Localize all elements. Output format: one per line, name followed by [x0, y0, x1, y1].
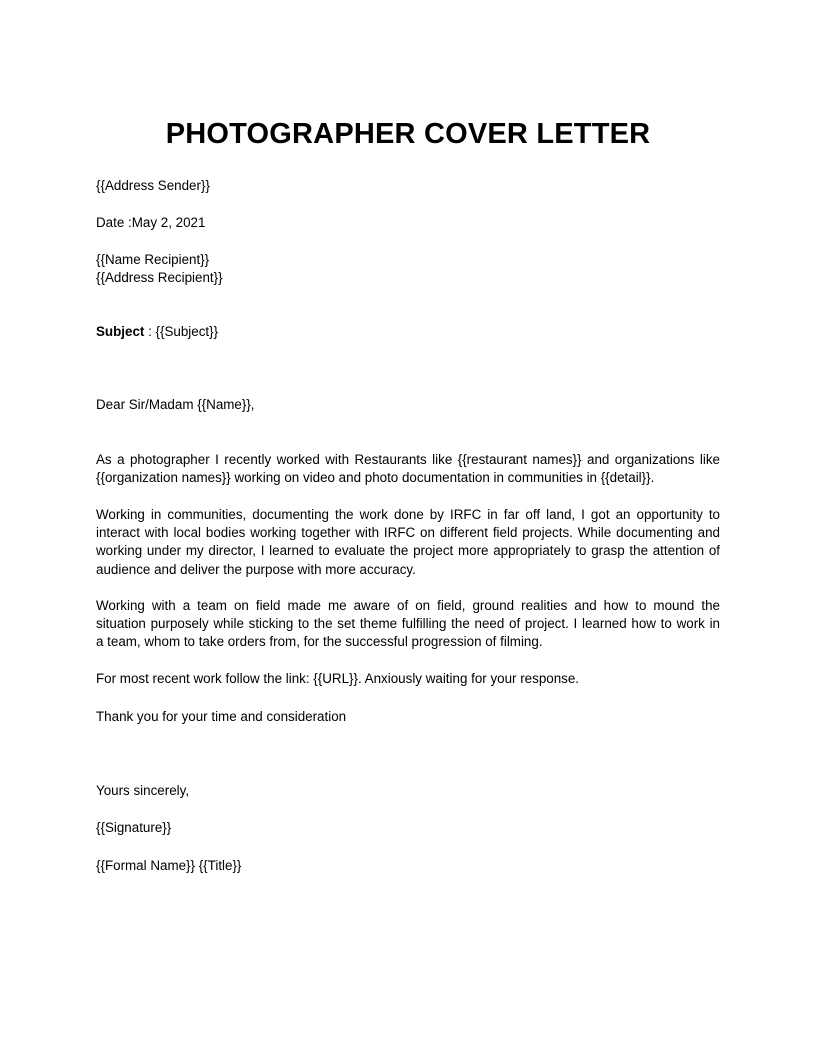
- page-title: PHOTOGRAPHER COVER LETTER: [165, 118, 651, 150]
- paragraph-4: For most recent work follow the link: {{URL}}. Anxiously waiting for your response.: [96, 671, 580, 686]
- recipient-address: {{Address Recipient}}: [96, 270, 223, 285]
- date-label: Date :: [96, 215, 132, 230]
- thanks-line: Thank you for your time and consideration: [96, 709, 347, 724]
- paragraph-1: [96, 451, 720, 487]
- subject-line: [96, 323, 720, 341]
- paragraph-line: As a photographer I recently worked with Restaurants like {{restaurant names}} and organizations like: [96, 452, 720, 467]
- paragraph-3: [96, 597, 720, 652]
- paragraph-line: situation purposely while sticking to the set theme fulfilling the need of project. I learned how to work in: [96, 616, 720, 632]
- subject-value: : {{Subject}}: [144, 324, 219, 339]
- closing-line: Yours sincerely,: [96, 783, 190, 798]
- date-value: May 2, 2021: [131, 215, 206, 230]
- paragraph-line: Working in communities, documenting the work done by IRFC in far off land, I got an opportunity to: [96, 507, 720, 522]
- subject-label: Subject: [96, 324, 145, 339]
- date-line: [96, 214, 720, 232]
- paragraph-line: a team, whom to take orders from, for the successful progression of filming.: [96, 634, 543, 650]
- recipient-name: {{Name Recipient}}: [96, 252, 210, 267]
- paragraph-2: [96, 506, 720, 579]
- salutation: Dear Sir/Madam {{Name}},: [96, 397, 255, 412]
- paragraph-line: audience and deliver the purpose with more accuracy.: [96, 561, 416, 577]
- formal-name-title: {{Formal Name}} {{Title}}: [96, 858, 242, 873]
- paragraph-line: {{organization names}} working on video and photo documentation in communities in {{detail}}.: [96, 470, 655, 486]
- paragraph-line: working under my director, I learned to evaluate the project more appropriately to grasp the attention of: [96, 543, 720, 559]
- paragraph-line: Working with a team on field made me aware of on field, ground realities and how to mound the: [96, 598, 720, 613]
- sender-address: {{Address Sender}}: [96, 178, 210, 193]
- paragraph-line: interact with local bodies working together with IRFC on different field projects. While documenting and: [96, 525, 720, 541]
- signature-placeholder: {{Signature}}: [96, 820, 172, 835]
